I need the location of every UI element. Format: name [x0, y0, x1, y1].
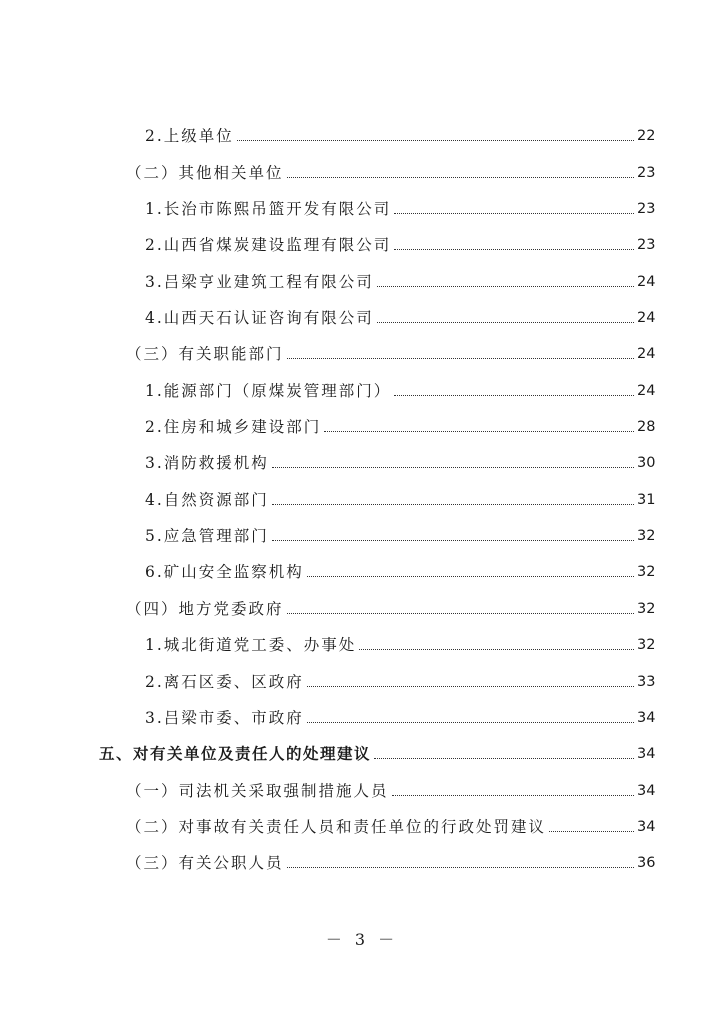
toc-entry[interactable]: [0, 658, 724, 694]
toc-dot-leader: [307, 722, 634, 723]
toc-dot-leader: [549, 831, 634, 832]
toc-entry-title: 1.城北街道党工委、办事处: [145, 636, 357, 655]
toc-entry-page: 34: [637, 818, 656, 835]
toc-entry-title: 1.能源部门（原煤炭管理部门）: [145, 381, 392, 400]
toc-entry[interactable]: [0, 731, 724, 767]
toc-dot-leader: [237, 140, 634, 141]
toc-entry-page: 34: [637, 709, 656, 726]
toc-dot-leader: [359, 649, 634, 650]
toc-entry[interactable]: [0, 840, 724, 876]
toc-dot-leader: [272, 504, 634, 505]
toc-entry-page: 24: [637, 346, 656, 363]
toc-dot-leader: [374, 758, 634, 759]
toc-entry-page: 32: [637, 600, 656, 617]
toc-entry-page: 24: [637, 273, 656, 290]
toc-entry[interactable]: [0, 549, 724, 585]
toc-entry-page: 34: [637, 782, 656, 799]
toc-entry[interactable]: [0, 767, 724, 803]
toc-entry[interactable]: [0, 404, 724, 440]
toc-entry[interactable]: [0, 695, 724, 731]
toc-entry-page: 23: [637, 237, 656, 254]
toc-entry-title: （三）有关职能部门: [126, 345, 284, 364]
toc-entry[interactable]: [0, 222, 724, 258]
toc-entry-title: 2.山西省煤炭建设监理有限公司: [145, 236, 392, 255]
toc-entry-title: 3.消防救援机构: [145, 454, 269, 473]
toc-entry-page: 32: [637, 528, 656, 545]
toc-entry-title: 2.住房和城乡建设部门: [145, 418, 322, 437]
toc-entry-title: （二）其他相关单位: [126, 163, 284, 182]
toc-entry[interactable]: [0, 513, 724, 549]
toc-dot-leader: [394, 213, 634, 214]
toc-dot-leader: [394, 249, 634, 250]
page-number: － 3 －: [325, 930, 399, 949]
toc-entry-title: 3.吕梁市委、市政府: [145, 708, 304, 727]
toc-entry-page: 33: [637, 673, 656, 690]
toc-entry[interactable]: [0, 331, 724, 367]
toc-entry-title: 五、对有关单位及责任人的处理建议: [99, 745, 372, 764]
toc-entry-title: （一）司法机关采取强制措施人员: [126, 781, 389, 800]
toc-dot-leader: [287, 613, 634, 614]
toc-entry[interactable]: [0, 585, 724, 621]
toc-entry-page: 23: [637, 201, 656, 218]
toc-dot-leader: [272, 467, 634, 468]
toc-entry-page: 30: [637, 455, 656, 472]
toc-entry[interactable]: [0, 113, 724, 149]
toc-dot-leader: [272, 540, 634, 541]
toc-entry-title: 3.吕梁亨业建筑工程有限公司: [145, 272, 374, 291]
toc-dot-leader: [307, 686, 634, 687]
toc-entry-page: 34: [637, 746, 656, 763]
toc-dot-leader: [377, 322, 634, 323]
toc-entry-title: 2.上级单位: [145, 127, 234, 146]
toc-dot-leader: [287, 358, 634, 359]
toc-entry-page: 32: [637, 564, 656, 581]
toc-entry-page: 24: [637, 310, 656, 327]
toc-dot-leader: [394, 395, 634, 396]
toc-entry-page: 28: [637, 419, 656, 436]
toc-entry[interactable]: [0, 804, 724, 840]
toc-entry[interactable]: [0, 295, 724, 331]
toc-entry[interactable]: [0, 622, 724, 658]
toc-entry[interactable]: [0, 476, 724, 512]
toc-entry-page: 31: [637, 491, 656, 508]
toc-dot-leader: [377, 286, 634, 287]
toc-entry-title: 2.离石区委、区政府: [145, 672, 304, 691]
toc-entry-title: 5.应急管理部门: [145, 527, 269, 546]
toc-entry[interactable]: [0, 367, 724, 403]
toc-entry[interactable]: [0, 258, 724, 294]
toc-entry-title: 4.山西天石认证咨询有限公司: [145, 309, 374, 328]
toc-dot-leader: [324, 431, 634, 432]
table-of-contents: [0, 113, 724, 876]
toc-entry-title: 6.矿山安全监察机构: [145, 563, 304, 582]
toc-dot-leader: [307, 576, 634, 577]
toc-entry-page: 24: [637, 382, 656, 399]
toc-entry-title: （四）地方党委政府: [126, 599, 284, 618]
toc-entry[interactable]: [0, 186, 724, 222]
toc-entry-title: （二）对事故有关责任人员和责任单位的行政处罚建议: [126, 817, 547, 836]
toc-entry-title: （三）有关公职人员: [126, 854, 284, 873]
toc-entry-title: 1.长治市陈熙吊篮开发有限公司: [145, 200, 392, 219]
toc-entry[interactable]: [0, 149, 724, 185]
toc-entry[interactable]: [0, 440, 724, 476]
toc-dot-leader: [392, 795, 634, 796]
toc-dot-leader: [287, 177, 634, 178]
toc-entry-title: 4.自然资源部门: [145, 490, 269, 509]
toc-entry-page: 32: [637, 637, 656, 654]
toc-entry-page: 36: [637, 855, 656, 872]
toc-entry-page: 23: [637, 164, 656, 181]
toc-entry-page: 22: [637, 128, 656, 145]
toc-dot-leader: [287, 867, 634, 868]
